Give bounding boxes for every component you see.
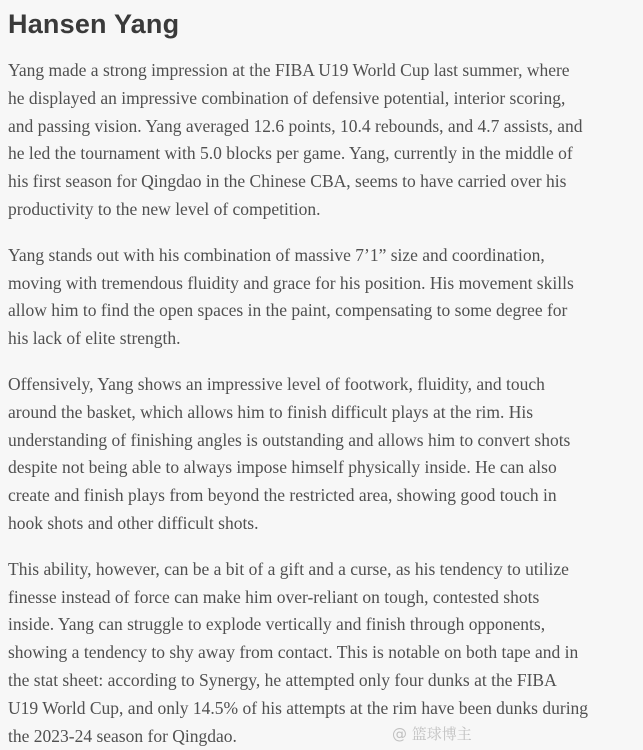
watermark: @ 篮球博主 — [392, 725, 472, 743]
paragraph-line: showing a tendency to shy away from contact. This is notable on both tape and in — [8, 642, 579, 663]
paragraph-line: and passing vision. Yang averaged 12.6 points, 10.4 rebounds, and 4.7 assists, and — [8, 115, 583, 136]
paragraph-line: finesse instead of force can make him over-reliant on tough, contested shots — [8, 586, 540, 607]
paragraph-line: understanding of finishing angles is outstanding and allows him to convert shots — [8, 429, 571, 450]
paragraph-2 — [8, 242, 639, 353]
paragraph-line: Yang made a strong impression at the FIBA U19 World Cup last summer, where — [8, 60, 570, 80]
article — [8, 0, 639, 750]
paragraph-3 — [8, 371, 639, 538]
paragraph-4 — [8, 556, 639, 750]
paragraph-line: despite not being able to always impose himself physically inside. He can also — [8, 457, 557, 478]
paragraph-line: hook shots and other difficult shots. — [8, 512, 259, 533]
paragraph-line: Yang stands out with his combination of massive 7’1” size and coordination, — [8, 244, 545, 265]
paragraph-line: he led the tournament with 5.0 blocks per game. Yang, currently in the middle of — [8, 143, 573, 164]
paragraph-line: his first season for Qingdao in the Chinese CBA, seems to have carried over his — [8, 171, 567, 192]
paragraph-line: Offensively, Yang shows an impressive level of footwork, fluidity, and touch — [8, 373, 545, 394]
paragraph-line: productivity to the new level of competition. — [8, 198, 321, 219]
paragraph-line: create and finish plays from beyond the restricted area, showing good touch in — [8, 485, 557, 506]
paragraph-1 — [8, 57, 639, 224]
paragraph-line: his lack of elite strength. — [8, 328, 181, 349]
paragraph-line: around the basket, which allows him to finish difficult plays at the rim. His — [8, 401, 534, 422]
paragraph-line: moving with tremendous fluidity and grace for his position. His movement skills — [8, 272, 574, 293]
paragraph-line: inside. Yang can struggle to explode vertically and finish through opponents, — [8, 614, 546, 635]
paragraph-line: the 2023-24 season for Qingdao. — [8, 725, 237, 746]
paragraph-line: the stat sheet: according to Synergy, he attempted only four dunks at the FIBA — [8, 669, 557, 690]
article-title: Hansen Yang — [8, 9, 180, 39]
paragraph-line: U19 World Cup, and only 14.5% of his attempts at the rim have been dunks during — [8, 697, 589, 718]
paragraph-line: allow him to find the open spaces in the paint, compensating to some degree for — [8, 300, 568, 321]
paragraph-line: This ability, however, can be a bit of a gift and a curse, as his tendency to utilize — [8, 558, 569, 579]
paragraph-line: he displayed an impressive combination of defensive potential, interior scoring, — [8, 87, 566, 108]
